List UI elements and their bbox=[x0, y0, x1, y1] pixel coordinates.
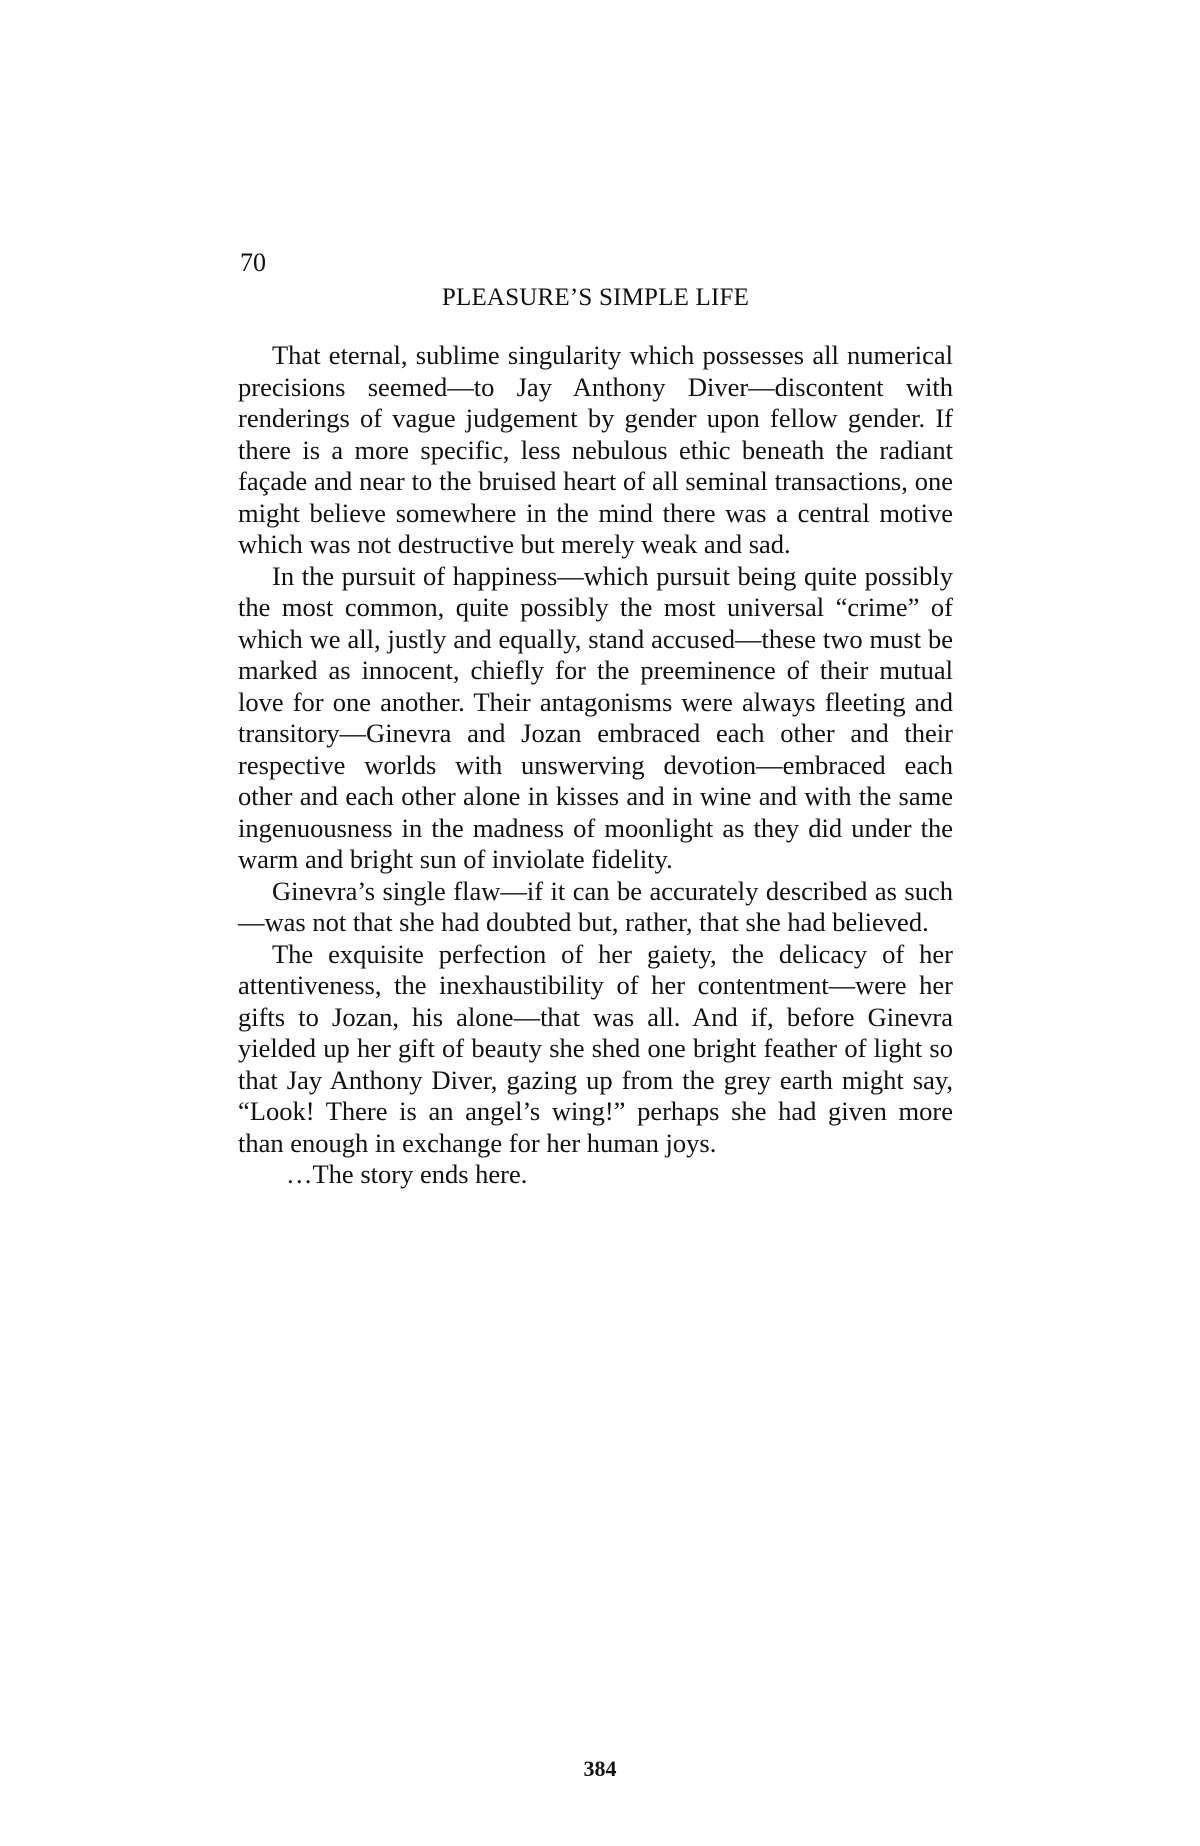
page-number-top: 70 bbox=[240, 248, 266, 277]
page-number-bottom: 384 bbox=[583, 1756, 617, 1781]
paragraph-3: Ginevra’s single flaw—if it can be accurately described as such—was not that she had doubted but, rather, that she had believed. bbox=[238, 875, 953, 937]
paragraph-closing: …The story ends here. bbox=[286, 1159, 528, 1189]
paragraph-2: In the pursuit of happiness—which pursuit being quite possibly the most common, quite possibly the most universal “crime” of which we all, justly and equally, stand accused—these two must be marked as innocent, chiefly for the preeminence of their mutual love for one another. Their antagonisms were always fleeting and transitory—Ginevra and Jozan embraced each other and their respective worlds with unswerving devotion—embraced each other and each other alone in kisses and in wine and with the same ingenuousness in the madness of moonlight as they did under the warm and bright sun of inviolate fidelity. bbox=[238, 560, 953, 874]
paragraph-4: The exquisite perfection of her gaiety, the delicacy of her attentiveness, the inexhaustibility of her contentment—were her gifts to Jozan, his alone—that was all. And if, before Ginevra yielded up her gift of beauty she shed one bright feather of light so that Jay Anthony Diver, gazing up from the grey earth might say, “Look! There is an angel’s wing!” perhaps she had given more than enough in exchange for her human joys. bbox=[238, 938, 953, 1158]
paragraph-1: That eternal, sublime singularity which possesses all numerical precisions seemed—to Jay Anthony Diver—discontent with renderings of vague judgement by gender upon fellow gender. If there is a more specific, less nebulous ethic beneath the radiant façade and near to the bruised heart of all seminal transactions, one might believe somewhere in the mind there was a central motive which was not destructive but merely weak and sad. bbox=[238, 340, 953, 559]
body-text bbox=[238, 340, 953, 1191]
running-title: PLEASURE’S SIMPLE LIFE bbox=[441, 284, 750, 311]
